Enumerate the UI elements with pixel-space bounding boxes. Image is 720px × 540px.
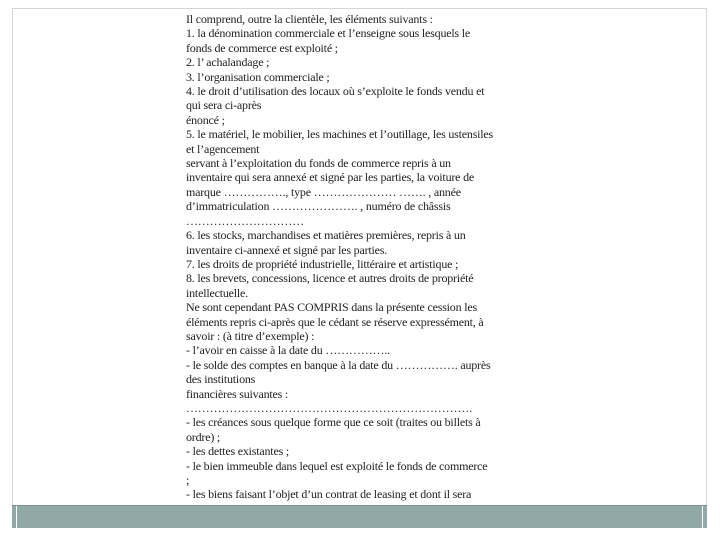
text-line: - le solde des comptes en banque à la date du ……………. auprès: [186, 357, 491, 372]
footer-divider: [16, 506, 17, 528]
text-line: - les dettes existantes ;: [186, 444, 289, 459]
footer-bar: [12, 505, 707, 528]
text-line: intellectuelle.: [186, 285, 248, 300]
text-line: 3. l’organisation commerciale ;: [186, 69, 330, 84]
text-line: servant à l’exploitation du fonds de commerce repris à un: [186, 156, 451, 171]
text-line: 1. la dénomination commerciale et l’enseigne sous lesquels le: [186, 26, 471, 41]
text-line: marque ……………., type ………………… ……. , année: [186, 184, 461, 199]
text-line: 7. les droits de propriété industrielle, littéraire et artistique ;: [186, 256, 459, 271]
text-line: Il comprend, outre la clientèle, les éléments suivants :: [186, 12, 433, 26]
text-line: et l’agencement: [186, 141, 260, 156]
text-line: d’immatriculation …………………. , numéro de châssis: [186, 199, 451, 214]
footer-divider: [702, 506, 703, 528]
text-line: - le bien immeuble dans lequel est exploité le fonds de commerce: [186, 458, 488, 473]
text-line: 2. l’ achalandage ;: [186, 55, 270, 70]
text-line: - les créances sous quelque forme que ce soit (traites ou billets à: [186, 415, 481, 430]
text-line: - l’avoir en caisse à la date du ……………..: [186, 343, 390, 358]
text-line: ordre) ;: [186, 429, 221, 444]
text-line: inventaire ci-annexé et signé par les parties.: [186, 242, 388, 257]
text-line: ;: [186, 473, 190, 487]
text-line: …………………………: [186, 213, 305, 228]
text-line: 4. le droit d’utilisation des locaux où s’exploite le fonds vendu et: [186, 84, 485, 99]
text-line: 5. le matériel, le mobilier, les machines et l’outillage, les ustensiles: [186, 127, 494, 142]
text-line: 6. les stocks, marchandises et matières premières, repris à un: [186, 228, 466, 243]
text-line: inventaire qui sera annexé et signé par les parties, la voiture de: [186, 170, 475, 185]
text-line: éléments repris ci-après que le cédant se réserve expressément, à: [186, 314, 484, 329]
text-line: - les biens faisant l’objet d’un contrat de leasing et dont il sera: [186, 487, 472, 502]
text-line: énoncé ;: [186, 112, 225, 127]
document-text: [186, 12, 541, 516]
text-line: savoir : (à titre d’exemple) :: [186, 328, 315, 343]
text-line: ……………………………………………………………….: [186, 400, 473, 415]
text-line: Ne sont cependant PAS COMPRIS dans la présente cession les: [186, 300, 477, 315]
text-line: fonds de commerce est exploité ;: [186, 40, 338, 55]
text-line: qui sera ci-après: [186, 98, 262, 113]
text-line: financières suivantes :: [186, 386, 289, 401]
text-line: des institutions: [186, 372, 256, 387]
text-line: 8. les brevets, concessions, licence et autres droits de propriété: [186, 271, 474, 286]
